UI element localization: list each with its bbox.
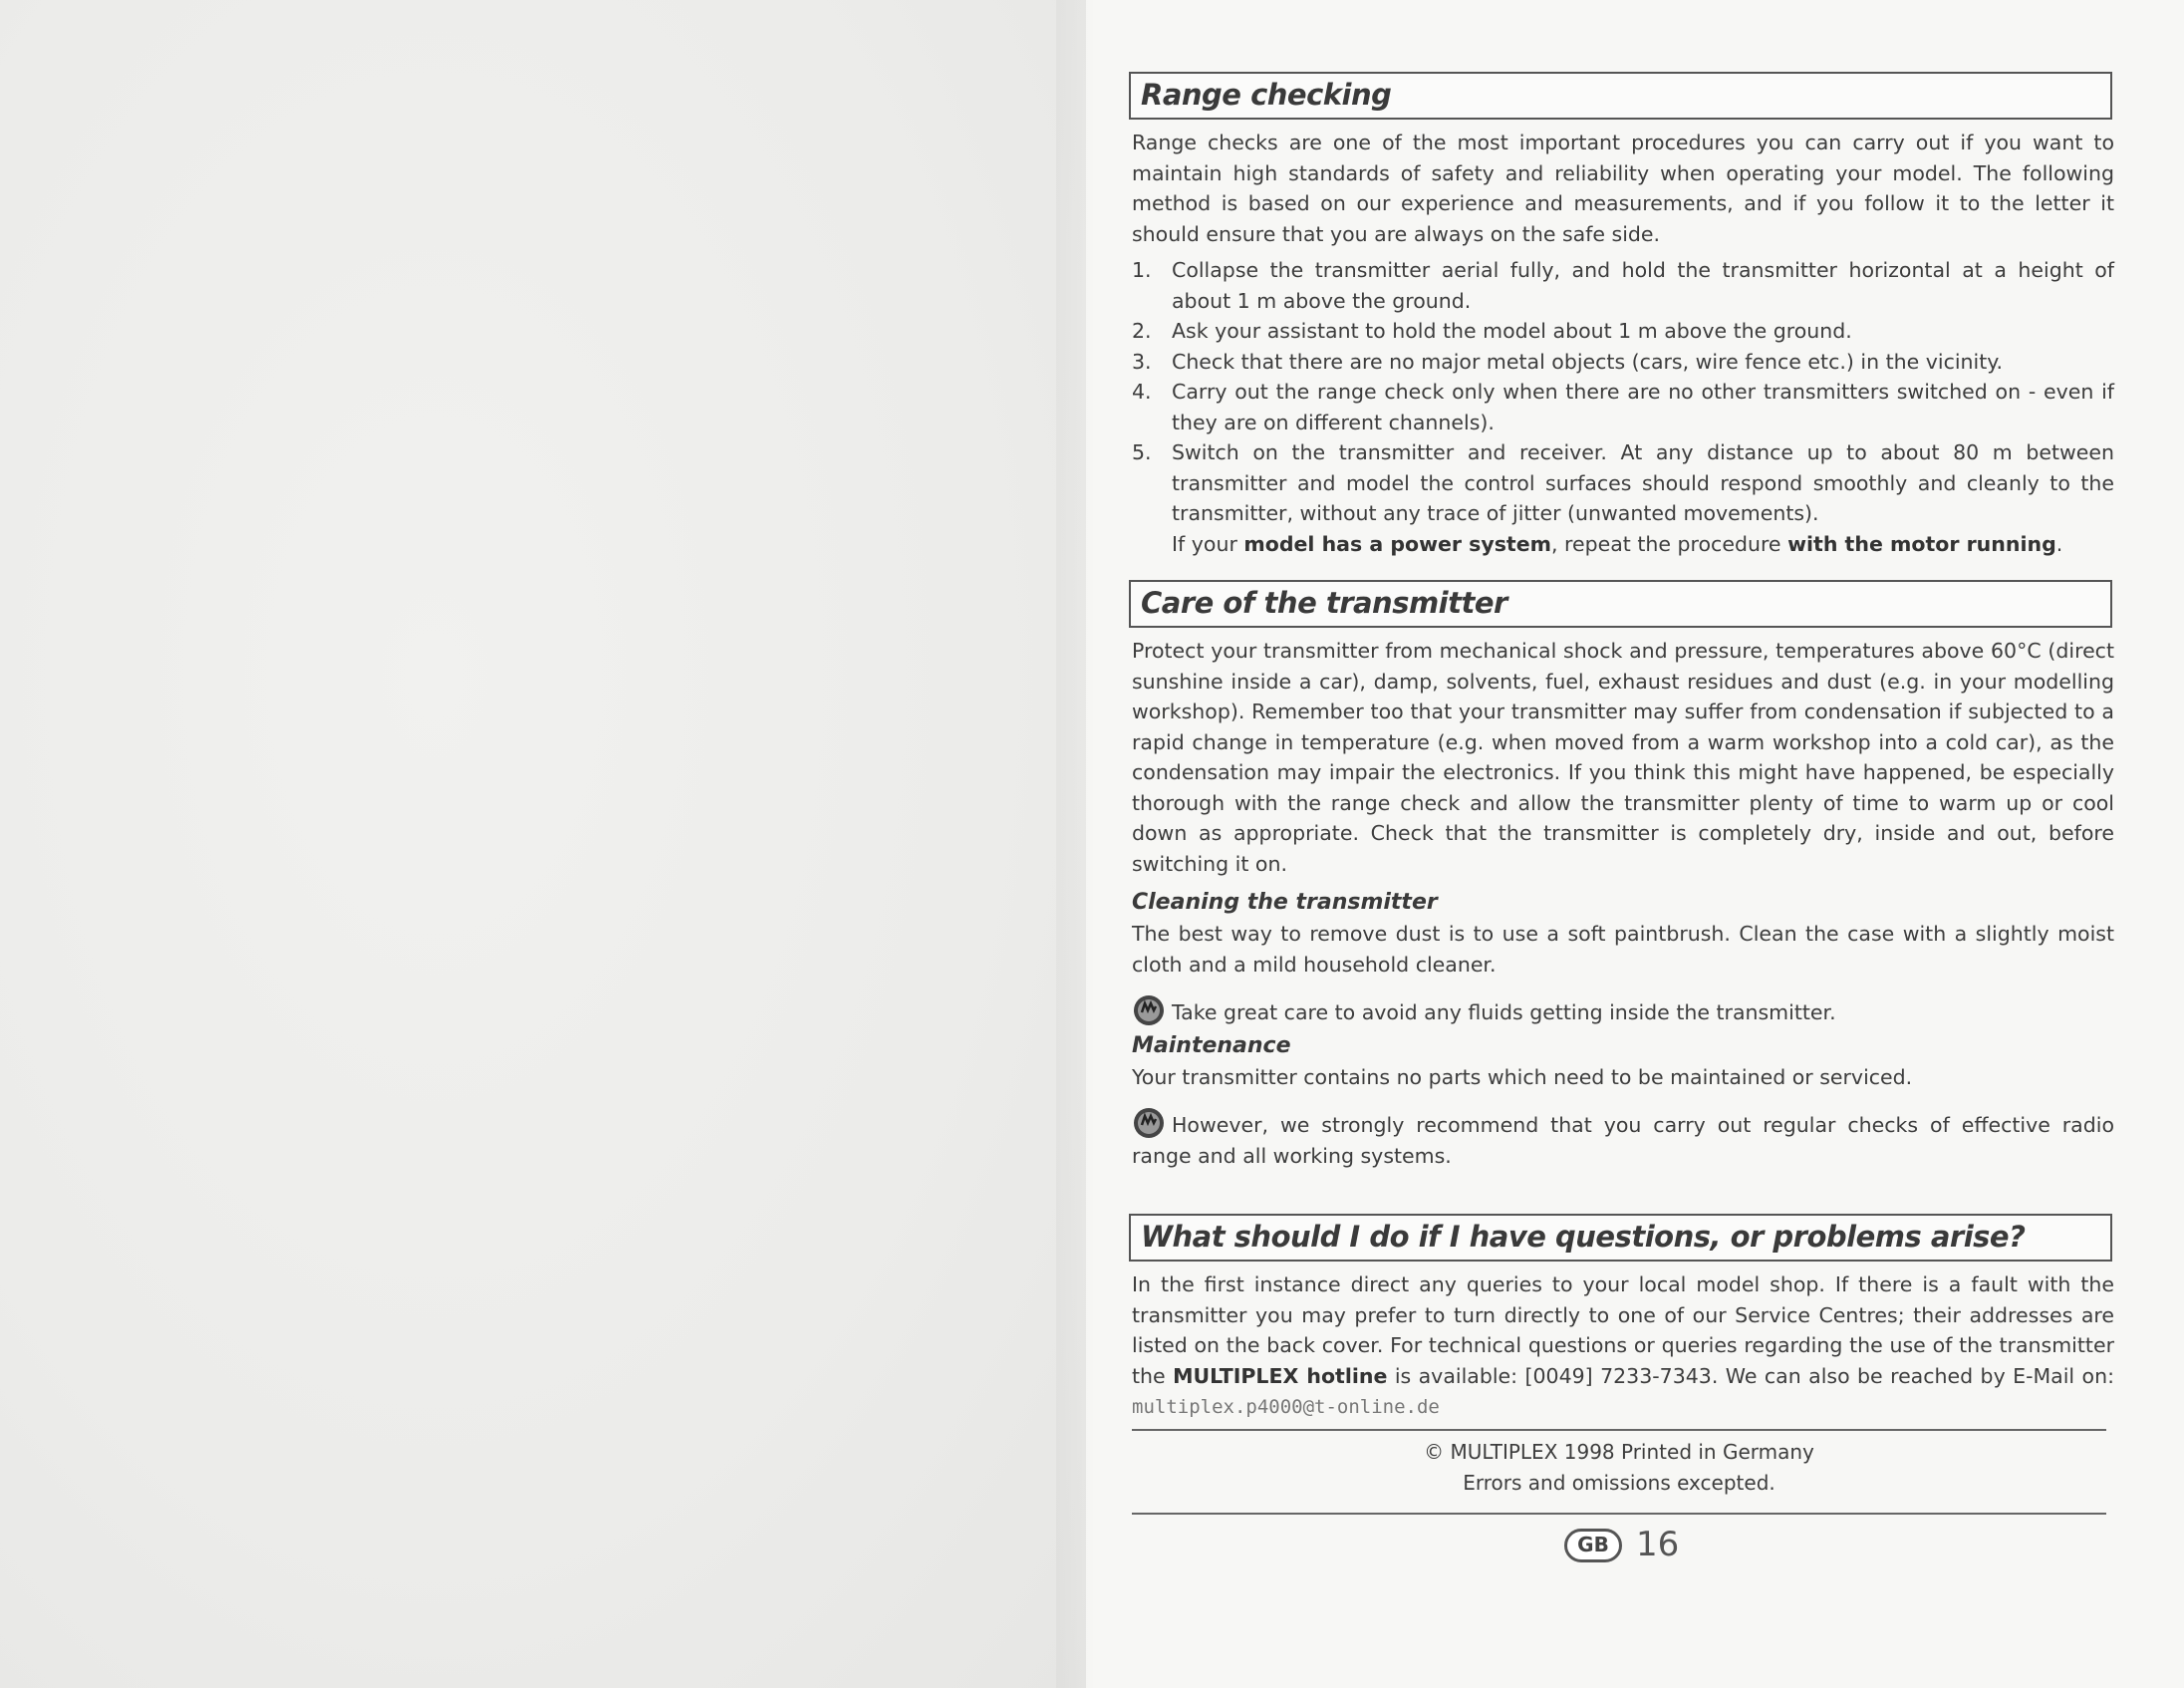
warning-hand-icon xyxy=(1132,1106,1166,1140)
care-header xyxy=(1129,580,2112,628)
maintenance-heading: Maintenance xyxy=(1132,1032,1291,1058)
range-checking-title: Range checking xyxy=(1141,78,1392,112)
footer xyxy=(1132,1437,2106,1499)
footer-divider-bottom xyxy=(1132,1513,2106,1515)
questions-title: What should I do if I have questions, or problems arise? xyxy=(1141,1220,2026,1254)
list-item: 5. Switch on the transmitter and receiver. At any distance up to about 80 m between transmitter and model the control surfaces should respond smoothly and cleanly to the transmitter, without any trace of jitter (unwanted movements). xyxy=(1132,440,2114,525)
maintenance-text: Your transmitter contains no parts which need to be maintained or serviced. xyxy=(1132,1064,1913,1089)
copyright-line: © MULTIPLEX 1998 Printed in Germany xyxy=(1424,1440,1814,1464)
blank-left-page xyxy=(0,0,1086,1688)
range-intro: Range checks are one of the most important procedures you can carry out if you want to maintain high standards of safety and reliability when operating your model. The following method is based on our experience and measurements, and if you follow it to the letter it should ensure that you are always on the safe side. xyxy=(1132,131,2114,246)
range-checking-header xyxy=(1129,72,2112,120)
questions-section xyxy=(1132,1269,2114,1423)
warning-hand-icon xyxy=(1132,993,1166,1027)
page-gutter xyxy=(1056,0,1096,1688)
maintenance-warning: However, we strongly recommend that you carry out regular checks of effective radio range and all working systems. xyxy=(1132,1106,2114,1171)
range-checking-section xyxy=(1132,128,2114,559)
cleaning-text: The best way to remove dust is to use a soft paintbrush. Clean the case with a slightly moist cloth and a mild household cleaner. xyxy=(1132,922,2114,977)
hotline-label: MULTIPLEX hotline xyxy=(1173,1363,1388,1388)
page-number: 16 xyxy=(1636,1525,1680,1564)
list-item: 3. Check that there are no major metal objects (cars, wire fence etc.) in the vicinity. xyxy=(1132,349,2003,374)
questions-text: In the first instance direct any queries to your local model shop. If there is a fault with the transmitter you may prefer to turn directly to one of our Service Centres; their addresses are listed on the back cover. For technical questions or queries regarding the use of the transmitter the MULTIPLEX hotline is available: [0049] 7233-7343. We can also be reached by E-Mail on: multiplex.p4000@t-online.de xyxy=(1132,1272,2114,1418)
list-item: 1. Collapse the transmitter aerial fully, and hold the transmitter horizontal at a height of about 1 m above the ground. xyxy=(1132,258,2114,313)
care-section xyxy=(1132,636,2114,1171)
cleaning-heading: Cleaning the transmitter xyxy=(1132,890,1438,915)
care-title: Care of the transmitter xyxy=(1141,586,1507,620)
power-system-note: If your model has a power system, repeat the procedure with the motor running. xyxy=(1172,531,2063,556)
questions-header xyxy=(1129,1214,2112,1262)
list-item: 4. Carry out the range check only when there are no other transmitters switched on - even if they are on different channels). xyxy=(1132,380,2114,434)
language-badge: GB xyxy=(1564,1529,1622,1562)
errors-line: Errors and omissions excepted. xyxy=(1463,1471,1775,1495)
cleaning-warning: Take great care to avoid any fluids getting inside the transmitter. xyxy=(1132,993,2114,1028)
care-intro: Protect your transmitter from mechanical shock and pressure, temperatures above 60°C (direct sunshine inside a car), damp, solvents, fuel, exhaust residues and dust (e.g. in your modelling workshop). Remember too that your transmitter may suffer from condensation if subjected to a rapid change in temperature (e.g. when moved from a warm workshop into a cold car), as the condensation may impair the electronics. If you think this might have happened, be especially thorough with the range check and allow the transmitter plenty of time to warm up or cool down as appropriate. Check that the transmitter is completely dry, inside and out, before switching it on. xyxy=(1132,639,2114,876)
list-item: 2. Ask your assistant to hold the model about 1 m above the ground. xyxy=(1132,319,1852,343)
footer-divider-top xyxy=(1132,1429,2106,1431)
page-number-block xyxy=(1564,1525,1679,1564)
email-address[interactable]: multiplex.p4000@t-online.de xyxy=(1132,1396,1440,1418)
range-steps-list xyxy=(1132,255,2114,559)
